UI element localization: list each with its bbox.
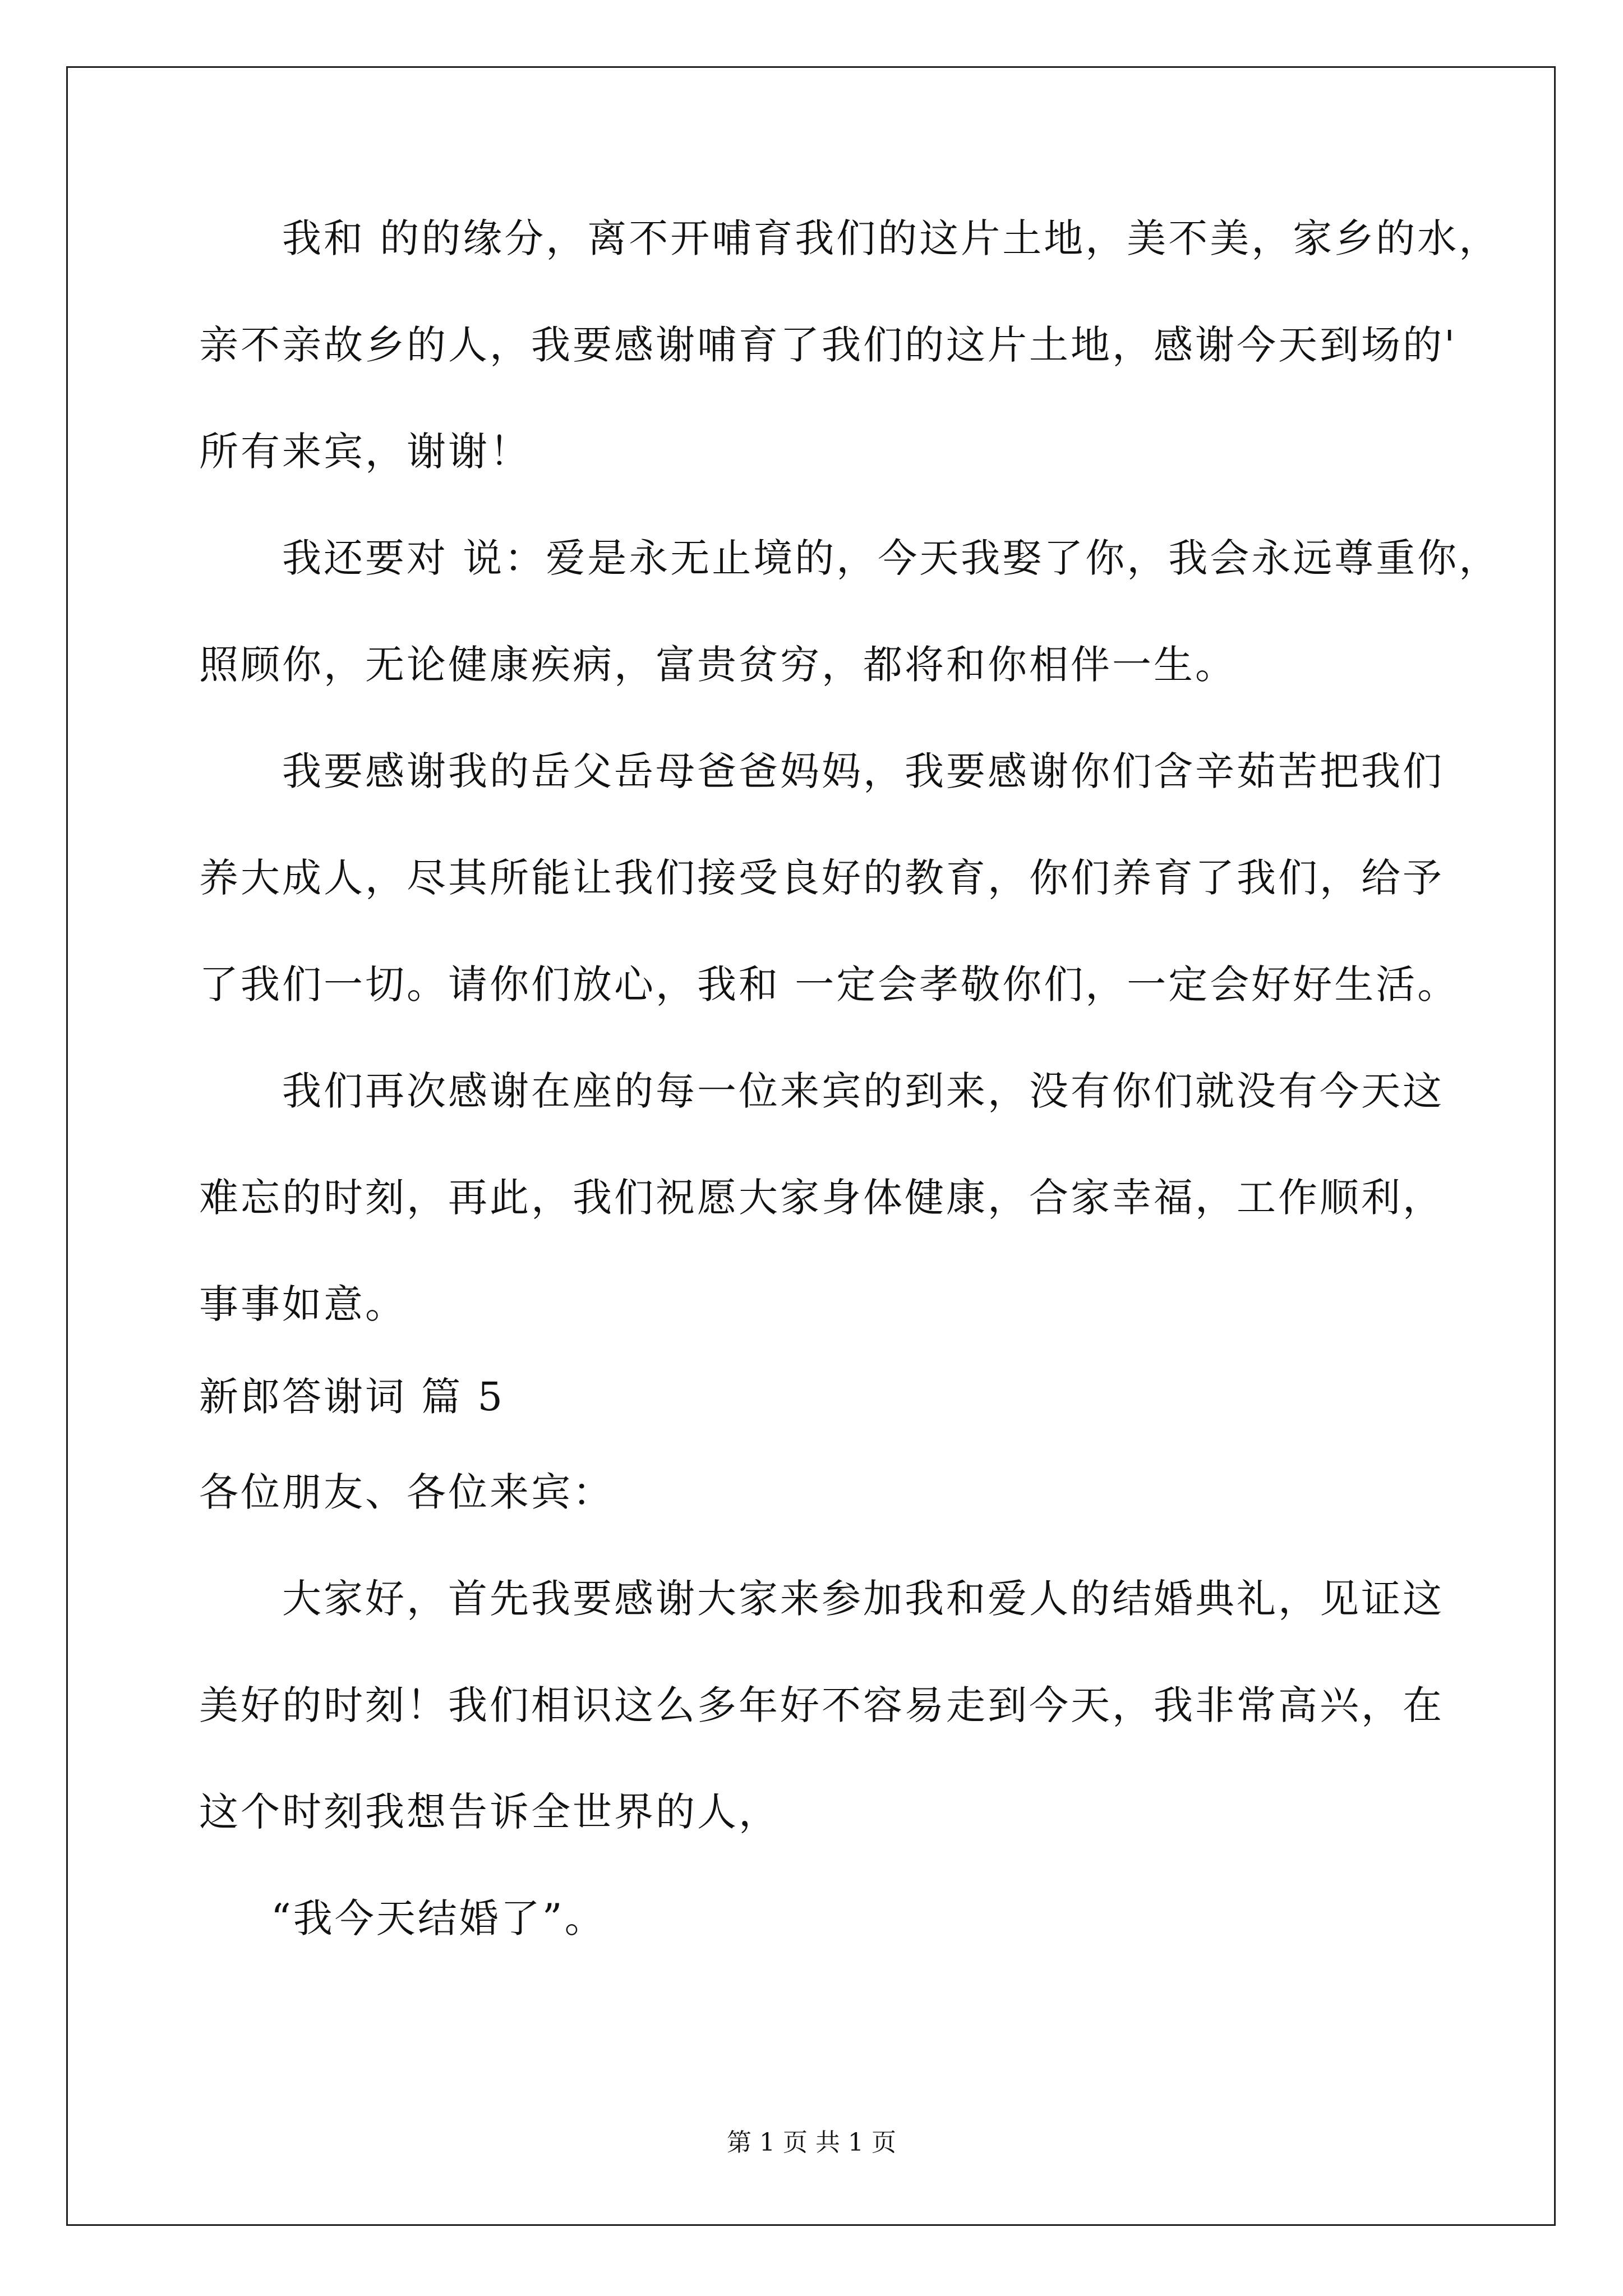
- paragraph-2-line-1: 我还要对 说：爱是永无止境的，今天我娶了你，我会永远尊重你，: [282, 535, 1501, 581]
- paragraph-4-line-3: 事事如意。: [199, 1281, 407, 1327]
- paragraph-6-line-1: “我今天结婚了”。: [271, 1895, 606, 1941]
- page-footer: 第 1 页 共 1 页: [727, 2128, 896, 2157]
- paragraph-3-line-2: 养大成人，尽其所能让我们接受良好的教育，你们养育了我们，给予: [199, 855, 1444, 901]
- paragraph-5-line-2: 美好的时刻！我们相识这么多年好不容易走到今天，我非常高兴，在: [199, 1682, 1444, 1728]
- paragraph-3-line-3: 了我们一切。请你们放心，我和 一定会孝敬你们，一定会好好生活。: [199, 961, 1459, 1007]
- paragraph-1-line-1: 我和 的的缘分，离不开哺育我们的这片土地，美不美，家乡的水，: [282, 215, 1501, 261]
- salutation: 各位朋友、各位来宾：: [199, 1469, 614, 1515]
- paragraph-1-line-2: 亲不亲故乡的人，我要感谢哺育了我们的这片土地，感谢今天到场的': [199, 322, 1458, 368]
- paragraph-1-line-3: 所有来宾，谢谢！: [199, 429, 531, 475]
- paragraph-3-line-1: 我要感谢我的岳父岳母爸爸妈妈，我要感谢你们含辛茹苦把我们: [282, 748, 1444, 794]
- paragraph-5-line-3: 这个时刻我想告诉全世界的人，: [199, 1789, 780, 1835]
- section-heading: 新郎答谢词 篇 5: [199, 1374, 505, 1420]
- paragraph-4-line-1: 我们再次感谢在座的每一位来宾的到来，没有你们就没有今天这: [282, 1068, 1444, 1114]
- paragraph-2-line-2: 照顾你，无论健康疾病，富贵贫穷，都将和你相伴一生。: [199, 642, 1237, 688]
- paragraph-5-line-1: 大家好，首先我要感谢大家来参加我和爱人的结婚典礼，见证这: [282, 1576, 1444, 1622]
- paragraph-4-line-2: 难忘的时刻，再此，我们祝愿大家身体健康，合家幸福，工作顺利，: [199, 1175, 1444, 1221]
